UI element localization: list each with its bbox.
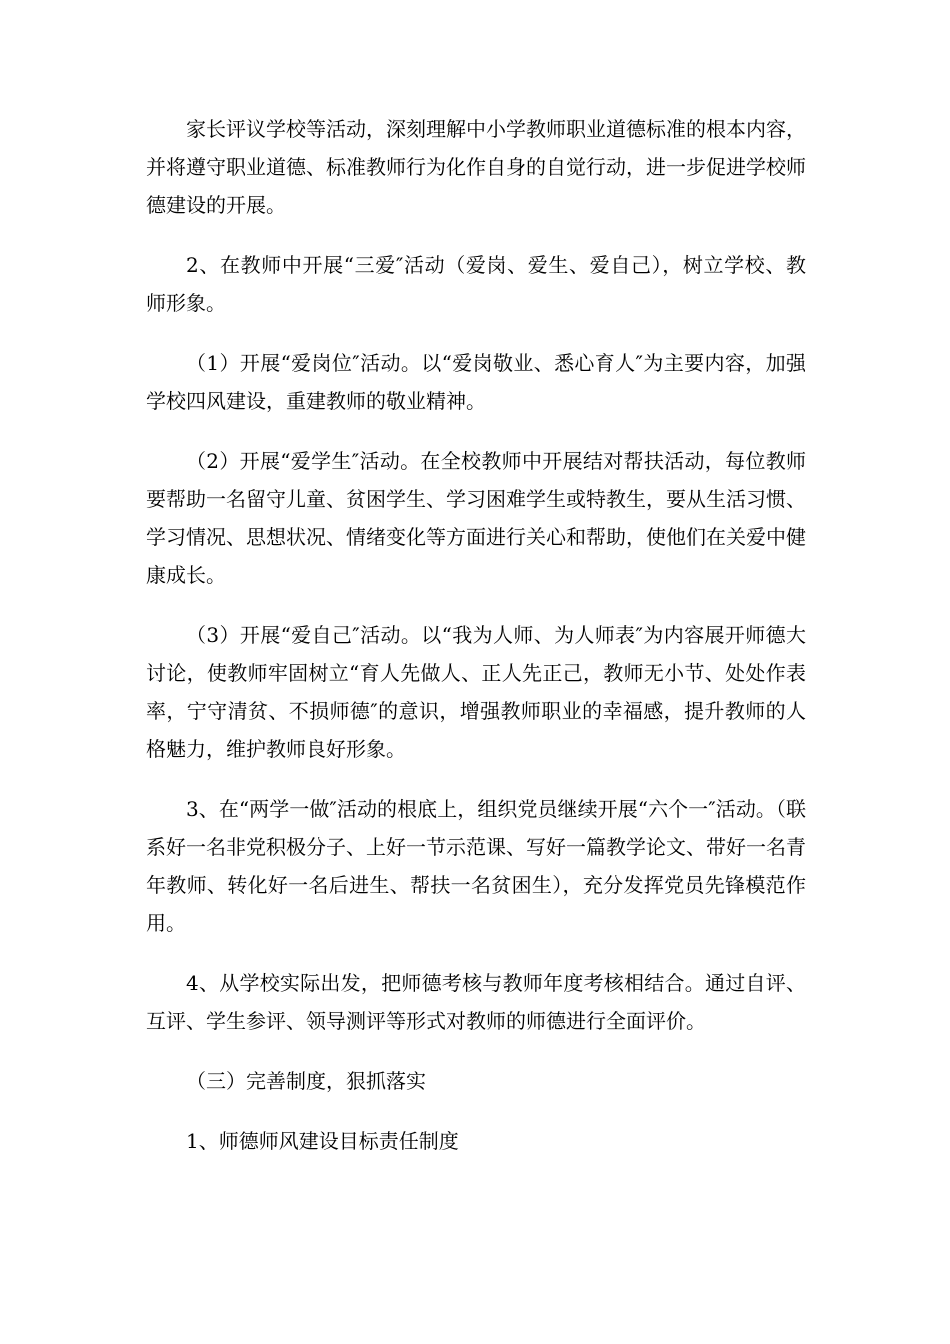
paragraph-three-loves: 2、在教师中开展“三爱″活动（爱岗、爱生、爱自己），树立学校、教师形象。 [146,253,806,315]
paragraph-assessment: 4、从学校实际出发，把师德考核与教师年度考核相结合。通过自评、互评、学生参评、领导测评等形式对教师的师德进行全面评价。 [146,971,806,1033]
paragraph-love-self: （3）开展“爱自己″活动。以“我为人师、为人师表″为内容展开师德大讨论，使教师牢固树立“育人先做人、正人先正己，教师无小节、处处作表率，宁守清贫、不损师德″的意识，增强教师职业的幸福感，提升教师的人格魅力，维护教师良好形象。 [146,623,806,761]
paragraph-love-post: （1）开展“爱岗位″活动。以“爱岗敬业、悉心育人″为主要内容，加强学校四风建设，重建教师的敬业精神。 [146,351,806,413]
section-heading-system: （三）完善制度，狠抓落实 [186,1069,426,1093]
document-page [146,110,806,1182]
paragraph-six-ones: 3、在“两学一做″活动的根底上，组织党员继续开展“六个一″活动。（联系好一名非党积极分子、上好一节示范课、写好一篇教学论文、带好一名青年教师、转化好一名后进生、帮扶一名贫困生），充分发挥党员先锋模范作用。 [146,797,806,935]
paragraph-parent-evaluation: 家长评议学校等活动，深刻理解中小学教师职业道德标准的根本内容，并将遵守职业道德、标准教师行为化作自身的自觉行动，进一步促进学校师德建设的开展。 [146,117,806,217]
subheading-responsibility: 1、师德师风建设目标责任制度 [186,1129,459,1153]
paragraph-love-students: （2）开展“爱学生″活动。在全校教师中开展结对帮扶活动，每位教师要帮助一名留守儿童、贫困学生、学习困难学生或特教生，要从生活习惯、学习情况、思想状况、情绪变化等方面进行关心和帮助，使他们在关爱中健康成长。 [146,449,806,587]
